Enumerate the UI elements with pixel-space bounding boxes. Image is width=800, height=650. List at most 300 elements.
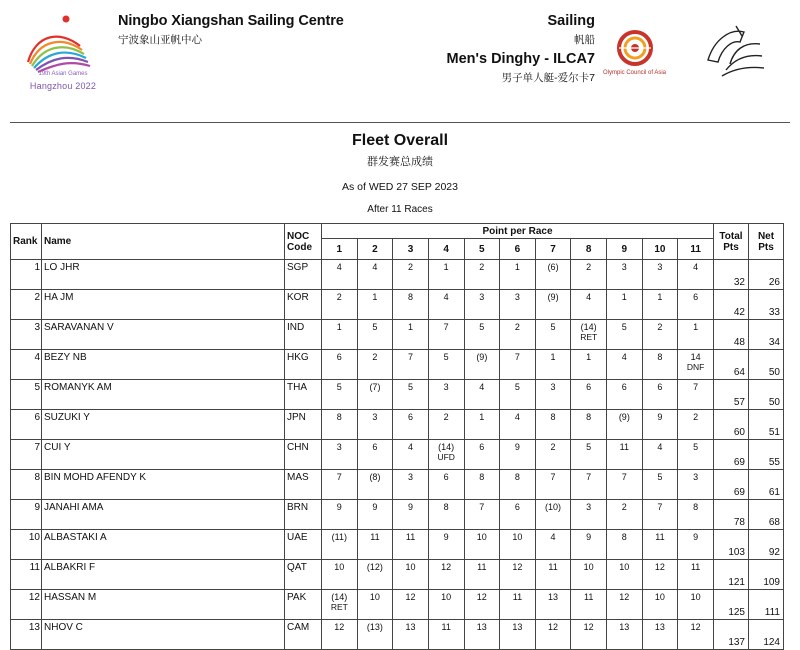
athlete-name-cell: ROMANYK AM <box>42 380 285 410</box>
race-points-cell <box>642 320 678 350</box>
race-points: 12 <box>690 622 701 632</box>
race-points: 6 <box>336 352 342 362</box>
col-total <box>714 224 749 260</box>
race-points: 2 <box>550 442 556 452</box>
col-rank: Rank <box>11 224 42 260</box>
race-points: 13 <box>476 622 487 632</box>
penalty-code: DNF <box>686 362 705 372</box>
penalty-code: UFD <box>437 452 455 462</box>
rank-cell: 12 <box>11 590 42 620</box>
rank-cell: 3 <box>11 320 42 350</box>
race-points: 7 <box>443 322 449 332</box>
race-points: 1 <box>514 262 520 272</box>
race-points-cell <box>357 500 393 530</box>
race-points: 12 <box>654 562 665 572</box>
race-points-cell <box>357 380 393 410</box>
race-points: 1 <box>372 292 378 302</box>
total-points-cell: 103 <box>714 530 749 560</box>
noc-code-cell: BRN <box>285 500 322 530</box>
race-points-cell <box>571 350 607 380</box>
race-points-cell <box>571 620 607 650</box>
sport-name-cn: 帆船 <box>574 34 595 46</box>
race-points-cell <box>393 290 429 320</box>
total-points-cell: 78 <box>714 500 749 530</box>
race-points: 5 <box>479 322 485 332</box>
race-points-cell <box>393 560 429 590</box>
race-points: 5 <box>372 322 378 332</box>
col-total-line2: Pts <box>723 241 739 253</box>
table-row <box>11 440 784 470</box>
race-points: 1 <box>479 412 485 422</box>
race-points: 6 <box>479 442 485 452</box>
race-points-cell <box>607 560 643 590</box>
event-block <box>447 13 595 85</box>
race-points-cell <box>428 500 464 530</box>
race-points: 4 <box>657 442 663 452</box>
net-points-cell: 68 <box>749 500 784 530</box>
race-points-cell <box>535 470 571 500</box>
race-points-cell <box>607 590 643 620</box>
race-points: 6 <box>693 292 699 302</box>
race-points-cell <box>322 410 358 440</box>
race-points: 2 <box>336 292 342 302</box>
race-number-header: 2 <box>357 239 393 260</box>
race-points: 3 <box>479 292 485 302</box>
noc-code-cell: QAT <box>285 560 322 590</box>
event-name-cn: 男子单人艇-爱尔卡7 <box>501 72 595 84</box>
races-count: After 11 Races <box>367 204 433 215</box>
race-points-cell <box>642 560 678 590</box>
race-points-cell <box>357 410 393 440</box>
race-points-cell <box>464 500 500 530</box>
race-points-cell <box>464 560 500 590</box>
col-noc-line1: NOC <box>287 230 310 242</box>
race-points: 13 <box>548 592 559 602</box>
race-points: 12 <box>548 622 559 632</box>
race-points: 8 <box>408 292 414 302</box>
race-points-cell <box>607 620 643 650</box>
race-points: 7 <box>479 502 485 512</box>
race-points: (11) <box>331 532 347 542</box>
total-points-cell: 69 <box>714 440 749 470</box>
net-points-cell: 26 <box>749 260 784 290</box>
rank-cell: 1 <box>11 260 42 290</box>
race-points: 13 <box>619 622 630 632</box>
athlete-name-cell: CUI Y <box>42 440 285 470</box>
race-points: 12 <box>512 562 523 572</box>
race-points-cell <box>535 440 571 470</box>
venue-block <box>118 13 344 47</box>
race-points-cell <box>678 500 714 530</box>
race-points-cell <box>678 620 714 650</box>
race-points: 6 <box>621 382 627 392</box>
race-number-header: 6 <box>500 239 536 260</box>
rank-cell: 2 <box>11 290 42 320</box>
race-points: 10 <box>405 562 416 572</box>
race-points: 7 <box>550 472 556 482</box>
noc-code-cell: HKG <box>285 350 322 380</box>
race-points-cell <box>500 560 536 590</box>
race-points-cell <box>535 560 571 590</box>
noc-code-cell: IND <box>285 320 322 350</box>
race-points: 4 <box>550 532 556 542</box>
race-points: 4 <box>443 292 449 302</box>
athlete-name-cell: BIN MOHD AFENDY K <box>42 470 285 500</box>
col-net-line1: Net <box>757 230 775 242</box>
table-row <box>11 380 784 410</box>
race-points-cell <box>642 350 678 380</box>
race-points-cell <box>678 290 714 320</box>
race-points-cell <box>428 260 464 290</box>
race-points: 1 <box>586 352 592 362</box>
race-points-cell <box>607 410 643 440</box>
race-points: 11 <box>655 532 665 542</box>
race-points-cell <box>322 530 358 560</box>
race-points-cell <box>571 320 607 350</box>
race-points: 1 <box>621 292 627 302</box>
race-points: 12 <box>405 592 416 602</box>
athlete-name-cell: ALBASTAKI A <box>42 530 285 560</box>
race-points: (14) <box>331 592 348 602</box>
race-points-cell <box>571 260 607 290</box>
race-points: 1 <box>693 322 699 332</box>
race-points-cell <box>535 410 571 440</box>
total-points-cell: 69 <box>714 470 749 500</box>
race-points-cell <box>464 350 500 380</box>
race-points: 4 <box>586 292 592 302</box>
race-points: 10 <box>441 592 452 602</box>
athlete-name-cell: HA JM <box>42 290 285 320</box>
race-points-cell <box>678 440 714 470</box>
race-points-cell <box>428 320 464 350</box>
race-points-cell <box>393 410 429 440</box>
race-points: 13 <box>654 622 665 632</box>
sport-name: Sailing <box>547 13 595 29</box>
race-points-cell <box>535 290 571 320</box>
race-points-cell <box>500 620 536 650</box>
race-points-cell <box>500 470 536 500</box>
race-points: 4 <box>408 442 414 452</box>
race-points-cell <box>428 380 464 410</box>
race-points-cell <box>322 290 358 320</box>
header-divider <box>10 122 790 123</box>
race-points-cell <box>464 440 500 470</box>
col-name: Name <box>42 224 285 260</box>
noc-code-cell: CAM <box>285 620 322 650</box>
race-points: (14) <box>438 442 455 452</box>
as-of-date: As of WED 27 SEP 2023 <box>342 181 458 193</box>
race-points-cell <box>500 590 536 620</box>
race-points: 10 <box>619 562 630 572</box>
race-points: 3 <box>550 382 556 392</box>
race-points: 7 <box>621 472 627 482</box>
race-points: 3 <box>693 472 699 482</box>
race-points: 11 <box>441 622 451 632</box>
race-points-cell <box>500 410 536 440</box>
race-points: 11 <box>619 442 629 452</box>
race-points: 5 <box>443 352 449 362</box>
race-points: 4 <box>514 412 520 422</box>
race-points-cell <box>571 530 607 560</box>
rank-cell: 11 <box>11 560 42 590</box>
noc-code-cell: THA <box>285 380 322 410</box>
noc-code-cell: MAS <box>285 470 322 500</box>
race-points: 3 <box>514 292 520 302</box>
race-points-cell <box>535 380 571 410</box>
race-points: 7 <box>657 502 663 512</box>
rank-cell: 10 <box>11 530 42 560</box>
race-points: 3 <box>336 442 342 452</box>
race-points-cell <box>642 530 678 560</box>
net-points-cell: 109 <box>749 560 784 590</box>
noc-code-cell: JPN <box>285 410 322 440</box>
race-points-cell <box>571 440 607 470</box>
race-points-cell <box>571 410 607 440</box>
race-points: 11 <box>370 532 380 542</box>
report-titles <box>0 132 800 215</box>
race-points-cell <box>357 530 393 560</box>
net-points-cell: 111 <box>749 590 784 620</box>
race-points-cell <box>322 380 358 410</box>
race-points: 9 <box>586 532 592 542</box>
race-points-cell <box>535 590 571 620</box>
total-points-cell: 42 <box>714 290 749 320</box>
xiangshan-venue-emblem-icon <box>700 20 770 80</box>
race-points: 8 <box>443 502 449 512</box>
race-points: 12 <box>476 592 487 602</box>
athlete-name-cell: LO JHR <box>42 260 285 290</box>
logo-city: Hangzhou 2022 <box>29 81 97 91</box>
race-points: 3 <box>372 412 378 422</box>
race-points-cell <box>535 500 571 530</box>
race-points: 2 <box>479 262 485 272</box>
race-points-cell <box>393 530 429 560</box>
race-points-cell <box>571 290 607 320</box>
logo-caption: 19th Asian Games <box>38 71 88 77</box>
race-points: 6 <box>657 382 663 392</box>
race-points: 10 <box>690 592 701 602</box>
race-points-cell <box>607 440 643 470</box>
race-points-cell <box>428 620 464 650</box>
race-points-cell <box>500 380 536 410</box>
table-row <box>11 560 784 590</box>
rank-cell: 9 <box>11 500 42 530</box>
race-points-cell <box>393 320 429 350</box>
table-row <box>11 620 784 650</box>
race-points: 9 <box>408 502 414 512</box>
race-points: 2 <box>514 322 520 332</box>
net-points-cell: 61 <box>749 470 784 500</box>
race-points: 7 <box>693 382 699 392</box>
race-points-cell <box>357 440 393 470</box>
race-points-cell <box>642 500 678 530</box>
race-points: 10 <box>583 562 594 572</box>
col-total-line1: Total <box>719 230 743 242</box>
race-points: 4 <box>693 262 699 272</box>
race-points-cell <box>500 290 536 320</box>
total-points-cell: 48 <box>714 320 749 350</box>
race-points-cell <box>500 320 536 350</box>
rank-cell: 13 <box>11 620 42 650</box>
penalty-code: RET <box>580 332 598 342</box>
athlete-name-cell: HASSAN M <box>42 590 285 620</box>
noc-code-cell: SGP <box>285 260 322 290</box>
table-row <box>11 410 784 440</box>
race-points: 2 <box>621 502 627 512</box>
race-points: 12 <box>334 622 345 632</box>
results-table <box>10 223 784 650</box>
race-points-cell <box>357 260 393 290</box>
race-points-cell <box>357 470 393 500</box>
race-points-cell <box>357 290 393 320</box>
race-points: 4 <box>336 262 342 272</box>
col-net-line2: Pts <box>758 241 774 253</box>
race-points: 13 <box>512 622 523 632</box>
total-points-cell: 60 <box>714 410 749 440</box>
race-points: 3 <box>443 382 449 392</box>
race-number-header: 10 <box>642 239 678 260</box>
race-number-header: 8 <box>571 239 607 260</box>
race-points-cell <box>642 470 678 500</box>
race-points: 2 <box>408 262 414 272</box>
net-points-cell: 34 <box>749 320 784 350</box>
race-points-cell <box>571 470 607 500</box>
race-points-cell <box>357 350 393 380</box>
race-points-cell <box>571 560 607 590</box>
race-number-header: 7 <box>535 239 571 260</box>
race-points: 5 <box>621 322 627 332</box>
table-row <box>11 320 784 350</box>
race-points: 1 <box>657 292 663 302</box>
race-points: (7) <box>369 382 381 392</box>
race-points: 8 <box>514 472 520 482</box>
race-points: 1 <box>550 352 556 362</box>
race-points: 10 <box>334 562 345 572</box>
race-points: 11 <box>584 592 594 602</box>
race-points: 5 <box>514 382 520 392</box>
net-points-cell: 33 <box>749 290 784 320</box>
race-points: 4 <box>372 262 378 272</box>
race-points: 11 <box>477 562 487 572</box>
race-points: 11 <box>690 562 701 572</box>
race-points-cell <box>607 530 643 560</box>
report-title-cn: 群发赛总成绩 <box>367 156 433 168</box>
net-points-cell: 124 <box>749 620 784 650</box>
net-points-cell: 55 <box>749 440 784 470</box>
race-points-cell <box>571 590 607 620</box>
race-points: 8 <box>693 502 699 512</box>
race-points: 12 <box>619 592 630 602</box>
race-points: (9) <box>618 412 630 422</box>
race-points-cell <box>678 260 714 290</box>
race-points-cell <box>464 470 500 500</box>
race-points-cell <box>322 500 358 530</box>
race-points-cell <box>428 590 464 620</box>
race-points-cell <box>678 320 714 350</box>
race-points: 9 <box>372 502 378 512</box>
race-points: 11 <box>405 532 416 542</box>
total-points-cell: 57 <box>714 380 749 410</box>
race-points: 12 <box>583 622 594 632</box>
race-points-cell <box>428 530 464 560</box>
race-points-cell <box>642 440 678 470</box>
penalty-code: RET <box>330 602 348 612</box>
race-points-cell <box>464 320 500 350</box>
race-number-header: 11 <box>678 239 714 260</box>
athlete-name-cell: NHOV C <box>42 620 285 650</box>
race-points: 9 <box>336 502 342 512</box>
race-points-cell <box>428 440 464 470</box>
race-points: (9) <box>547 292 559 302</box>
race-points: 12 <box>441 562 452 572</box>
col-net <box>749 224 784 260</box>
rank-cell: 4 <box>11 350 42 380</box>
race-points-cell <box>428 560 464 590</box>
race-points-cell <box>535 350 571 380</box>
race-points: 5 <box>657 472 663 482</box>
table-row <box>11 590 784 620</box>
race-points-cell <box>500 530 536 560</box>
race-points-cell <box>642 410 678 440</box>
race-points: 5 <box>586 442 592 452</box>
race-points-cell <box>607 290 643 320</box>
race-points: 7 <box>408 352 414 362</box>
race-points: 2 <box>443 412 449 422</box>
race-points: 8 <box>657 352 663 362</box>
race-points: 8 <box>621 532 627 542</box>
race-points-cell <box>678 470 714 500</box>
race-points: 5 <box>408 382 414 392</box>
race-points: 5 <box>550 322 556 332</box>
col-noc <box>285 224 322 260</box>
race-points-cell <box>322 470 358 500</box>
race-points-cell <box>322 350 358 380</box>
race-points-cell <box>464 620 500 650</box>
race-points-cell <box>357 620 393 650</box>
race-points-cell <box>607 470 643 500</box>
race-points-cell <box>393 470 429 500</box>
race-number-header: 4 <box>428 239 464 260</box>
race-points: 11 <box>548 562 558 572</box>
race-points: 11 <box>512 592 523 602</box>
report-title: Fleet Overall <box>351 132 449 149</box>
table-row <box>11 500 784 530</box>
race-points-cell <box>428 290 464 320</box>
race-points-cell <box>571 380 607 410</box>
race-points: 8 <box>479 472 485 482</box>
oca-emblem-icon <box>605 26 665 86</box>
rank-cell: 7 <box>11 440 42 470</box>
race-points-cell <box>464 410 500 440</box>
race-points-cell <box>500 260 536 290</box>
race-points: 13 <box>405 622 416 632</box>
athlete-name-cell: SUZUKI Y <box>42 410 285 440</box>
race-points: 5 <box>336 382 342 392</box>
race-points: 7 <box>586 472 592 482</box>
race-points: 9 <box>657 412 663 422</box>
table-row <box>11 290 784 320</box>
event-name: Men's Dinghy - ILCA7 <box>446 51 595 67</box>
race-points-cell <box>607 500 643 530</box>
venue-name-cn: 宁波象山亚帆中心 <box>118 34 202 46</box>
race-points: (10) <box>545 502 562 512</box>
race-points-cell <box>571 500 607 530</box>
col-points-per-race: Point per Race <box>322 224 714 239</box>
table-row <box>11 530 784 560</box>
race-points-cell <box>500 440 536 470</box>
race-points-cell <box>357 590 393 620</box>
race-points-cell <box>535 620 571 650</box>
